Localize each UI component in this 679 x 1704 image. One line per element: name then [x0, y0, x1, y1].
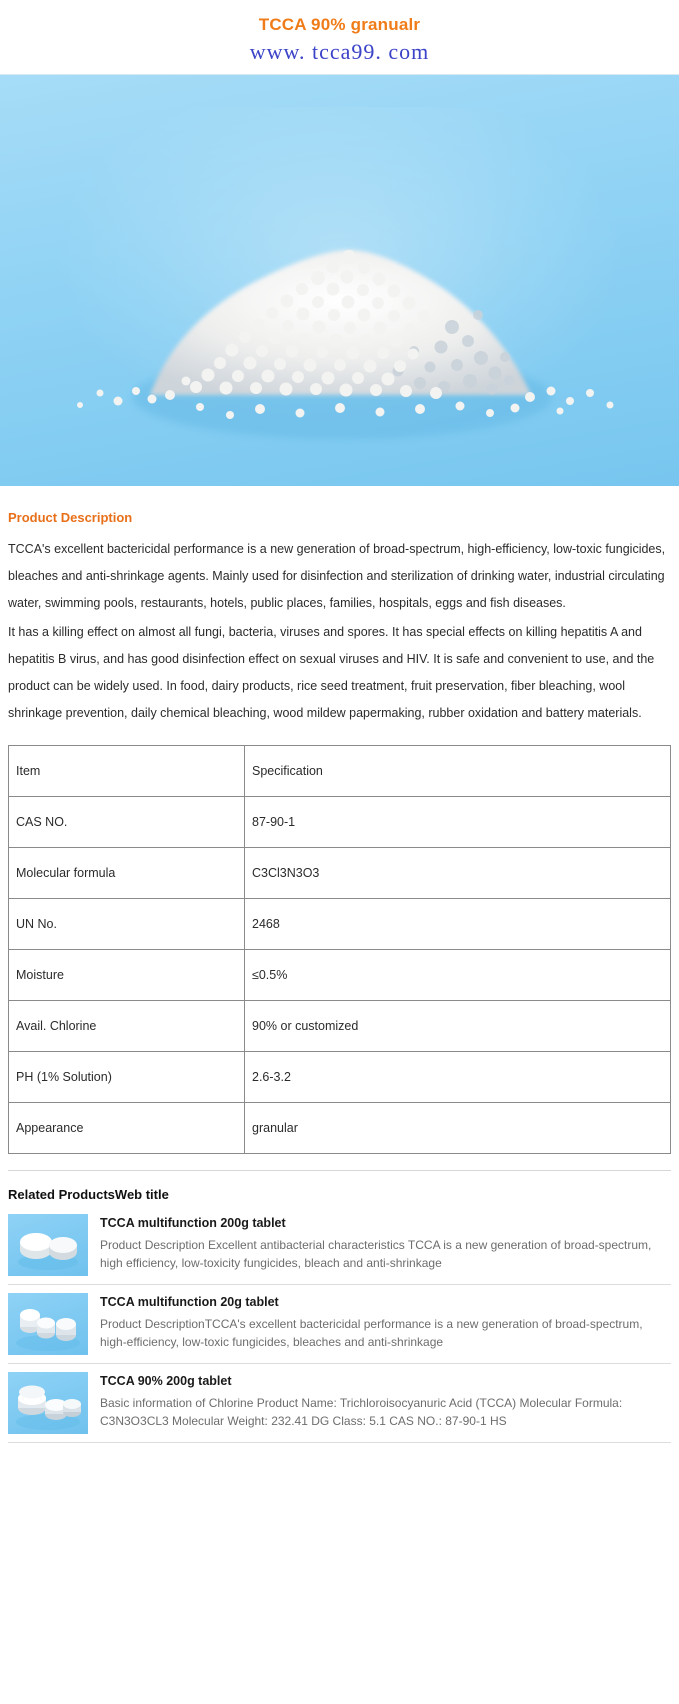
list-item[interactable]: [8, 1372, 671, 1443]
description-paragraph-1: TCCA's excellent bactericidal performance is a new generation of broad-spectrum, high-efficiency, low-toxic fungicides, bleaches and anti-shrinkage agents. Mainly used for disinfection and sterilization of drinking water, industrial circulating water, swimming pools, restaurants, hotels, public places, families, hospitals, eggs and fish diseases.: [8, 542, 666, 610]
spec-value: C3Cl3N3O3: [245, 848, 671, 899]
related-products-heading: Related ProductsWeb title: [8, 1187, 169, 1202]
table-row: [9, 899, 671, 950]
related-products-divider: [8, 1170, 671, 1171]
product-info: [100, 1293, 671, 1351]
spec-value: ≤0.5%: [245, 950, 671, 1001]
spec-value: 2.6-3.2: [245, 1052, 671, 1103]
table-row: [9, 950, 671, 1001]
table-row: [9, 848, 671, 899]
two-round-tablets-icon: [8, 1214, 88, 1276]
list-item[interactable]: [8, 1293, 671, 1364]
list-item[interactable]: [8, 1214, 671, 1285]
table-row: [9, 1001, 671, 1052]
page-title: TCCA 90% granualr: [258, 15, 421, 34]
spec-label: UN No.: [9, 899, 245, 950]
product-name[interactable]: TCCA multifunction 20g tablet: [100, 1295, 279, 1309]
site-url[interactable]: www. tcca99. com: [249, 39, 430, 64]
table-header-specification: Specification: [245, 746, 671, 797]
spec-value: 2468: [245, 899, 671, 950]
product-hero-image[interactable]: [0, 75, 679, 486]
specification-table: [8, 745, 671, 1154]
table-header-item: Item: [9, 746, 245, 797]
product-info: [100, 1214, 671, 1272]
page-header: [0, 0, 679, 75]
product-thumbnail[interactable]: [8, 1293, 88, 1355]
spec-label: Molecular formula: [9, 848, 245, 899]
table-row: [9, 1103, 671, 1154]
product-description: Basic information of Chlorine Product Name: Trichloroisocyanuric Acid (TCCA) Molecular Formula: C3N3O3CL3 Molecular Weight: 232.41 DG Class: 5.1 CAS NO.: 87-90-1 HS: [100, 1396, 623, 1428]
product-description: Product Description Excellent antibacterial characteristics TCCA is a new generation of broad-spectrum, high efficiency, low-toxicity fungicides, bleach and anti-shrinkage: [100, 1238, 652, 1270]
product-thumbnail[interactable]: [8, 1214, 88, 1276]
main-content: [0, 510, 679, 1443]
granule-pile-illustration: [0, 75, 679, 486]
small-tablet-cluster-icon: [8, 1293, 88, 1355]
stacked-tablets-icon: [8, 1372, 88, 1434]
product-info: [100, 1372, 671, 1430]
product-name[interactable]: TCCA 90% 200g tablet: [100, 1374, 232, 1388]
spec-label: Moisture: [9, 950, 245, 1001]
description-paragraph-2: It has a killing effect on almost all fungi, bacteria, viruses and spores. It has special effects on killing hepatitis A and hepatitis B virus, and has good disinfection effect on sexual viruses and HIV. It is safe and convenient to use, and the product can be widely used. In food, dairy products, rice seed treatment, fruit preservation, fiber bleaching, wool shrinkage prevention, daily chemical bleaching, wood mildew papermaking, rubber oxidation and battery materials.: [8, 625, 655, 720]
spec-label: PH (1% Solution): [9, 1052, 245, 1103]
spec-label: CAS NO.: [9, 797, 245, 848]
product-description-heading: Product Description: [8, 510, 133, 525]
table-row: [9, 1052, 671, 1103]
product-name[interactable]: TCCA multifunction 200g tablet: [100, 1216, 286, 1230]
product-description: Product DescriptionTCCA's excellent bactericidal performance is a new generation of broad-spectrum, high-efficiency, low-toxic fungicides, bleaches and anti-shrinkage: [100, 1317, 643, 1349]
product-thumbnail[interactable]: [8, 1372, 88, 1434]
spec-label: Appearance: [9, 1103, 245, 1154]
spec-label: Avail. Chlorine: [9, 1001, 245, 1052]
table-row: [9, 797, 671, 848]
spec-value: granular: [245, 1103, 671, 1154]
table-header-row: [9, 746, 671, 797]
spec-value: 87-90-1: [245, 797, 671, 848]
spec-value: 90% or customized: [245, 1001, 671, 1052]
